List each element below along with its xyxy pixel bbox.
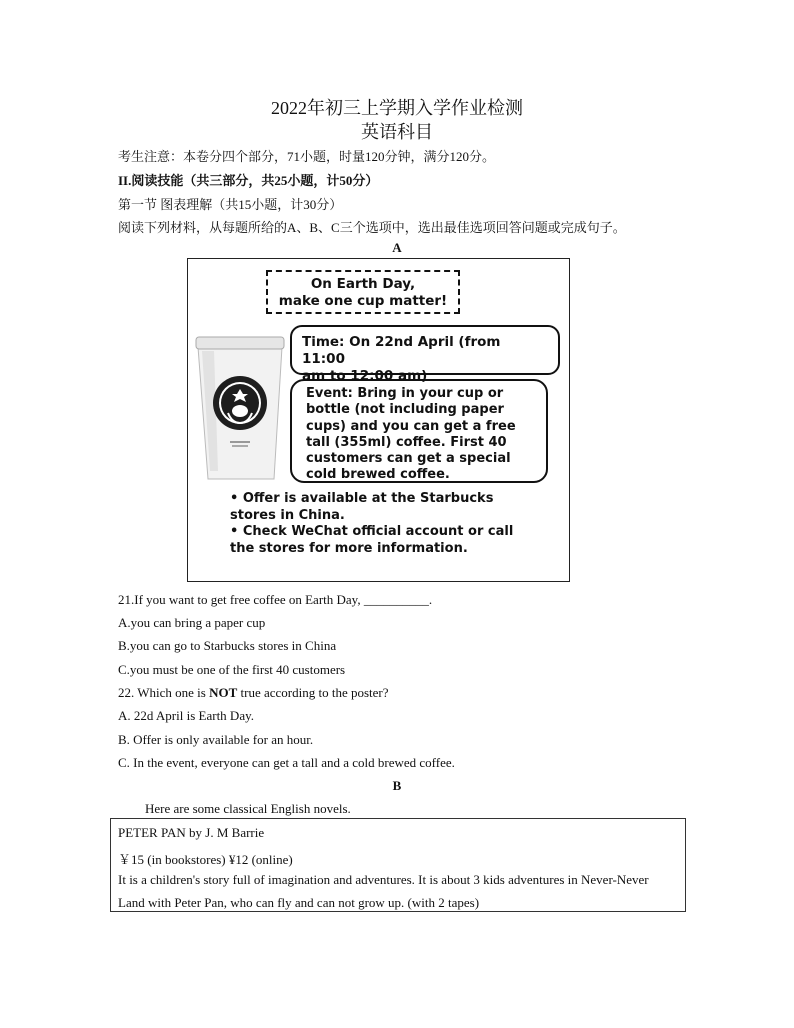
question-22-stem-post: true according to the poster? bbox=[237, 685, 389, 700]
question-22-option-a: A. 22d April is Earth Day. bbox=[118, 708, 254, 723]
poster-headline-line-2: make one cup matter! bbox=[278, 293, 448, 309]
poster-offer-line: the stores for more information. bbox=[230, 540, 468, 556]
question-22-stem-emphasis: NOT bbox=[209, 685, 238, 700]
book-price: ￥15 (in bookstores) ¥12 (online) bbox=[118, 852, 293, 867]
question-21-option-a: A.you can bring a paper cup bbox=[118, 615, 266, 630]
book-title: PETER PAN by J. M Barrie bbox=[118, 825, 265, 840]
subject-title: 英语科目 bbox=[361, 122, 433, 142]
book-description-line-2: Land with Peter Pan, who can fly and can not grow up. (with 2 tapes) bbox=[118, 895, 480, 910]
instruction-text: 阅读下列材料，从每题所给的A、B、C三个选项中，选出最佳选项回答问题或完成句子。 bbox=[118, 220, 626, 235]
passage-b-intro: Here are some classical English novels. bbox=[145, 801, 351, 816]
poster-time-line-1: Time: On 22nd April (from 11:00 bbox=[302, 334, 501, 367]
poster-event-box bbox=[290, 379, 548, 483]
poster-event-line: tall (355ml) coffee. First 40 bbox=[306, 434, 507, 450]
page-title: 2022年初三上学期入学作业检测 bbox=[271, 98, 523, 118]
poster-offer-text bbox=[230, 491, 546, 557]
poster-event-line: customers can get a special bbox=[306, 451, 511, 467]
poster-event-line: cold brewed coffee. bbox=[306, 467, 450, 483]
book-description-line-1: It is a children's story full of imagination and adventures. It is about 3 kids adventures in Never-Never bbox=[118, 872, 649, 887]
poster-offer-line: • Check WeChat official account or call bbox=[230, 524, 514, 539]
question-22-option-c: C. In the event, everyone can get a tall and a cold brewed coffee. bbox=[118, 755, 455, 770]
question-21-stem: 21.If you want to get free coffee on Earth Day, __________. bbox=[118, 592, 433, 607]
poster-time-box bbox=[290, 325, 560, 384]
coffee-cup-image bbox=[194, 331, 286, 481]
question-21-option-c: C.you must be one of the first 40 customers bbox=[118, 662, 346, 677]
poster-event-line: bottle (not including paper bbox=[306, 402, 504, 418]
poster-event-line: Event: Bring in your cup or bbox=[306, 386, 504, 401]
question-21-option-b: B.you can go to Starbucks stores in China bbox=[118, 638, 337, 653]
earth-day-poster bbox=[187, 258, 570, 582]
section-heading: II.阅读技能（共三部分，共25小题，计50分） bbox=[118, 173, 379, 188]
passage-a-label: A bbox=[392, 240, 402, 255]
poster-offer-line: stores in China. bbox=[230, 507, 345, 523]
book-table bbox=[110, 818, 686, 912]
poster-headline-line-1: On Earth Day, bbox=[310, 276, 416, 292]
poster-offer-line: • Offer is available at the Starbucks bbox=[230, 491, 494, 506]
part-heading: 第一节 图表理解（共15小题，计30分） bbox=[118, 197, 343, 212]
question-22-stem-pre: 22. Which one is bbox=[118, 685, 210, 700]
exam-notice: 考生注意：本卷分四个部分，71小题，时量120分钟，满分120分。 bbox=[118, 149, 496, 164]
question-22-stem bbox=[118, 685, 389, 701]
passage-b-label: B bbox=[392, 778, 402, 793]
poster-time-line-2: am to 12:00 am) bbox=[302, 368, 428, 384]
poster-event-line: cups) and you can get a free bbox=[306, 418, 516, 434]
question-22-option-b: B. Offer is only available for an hour. bbox=[118, 732, 314, 747]
poster-headline bbox=[266, 270, 460, 314]
